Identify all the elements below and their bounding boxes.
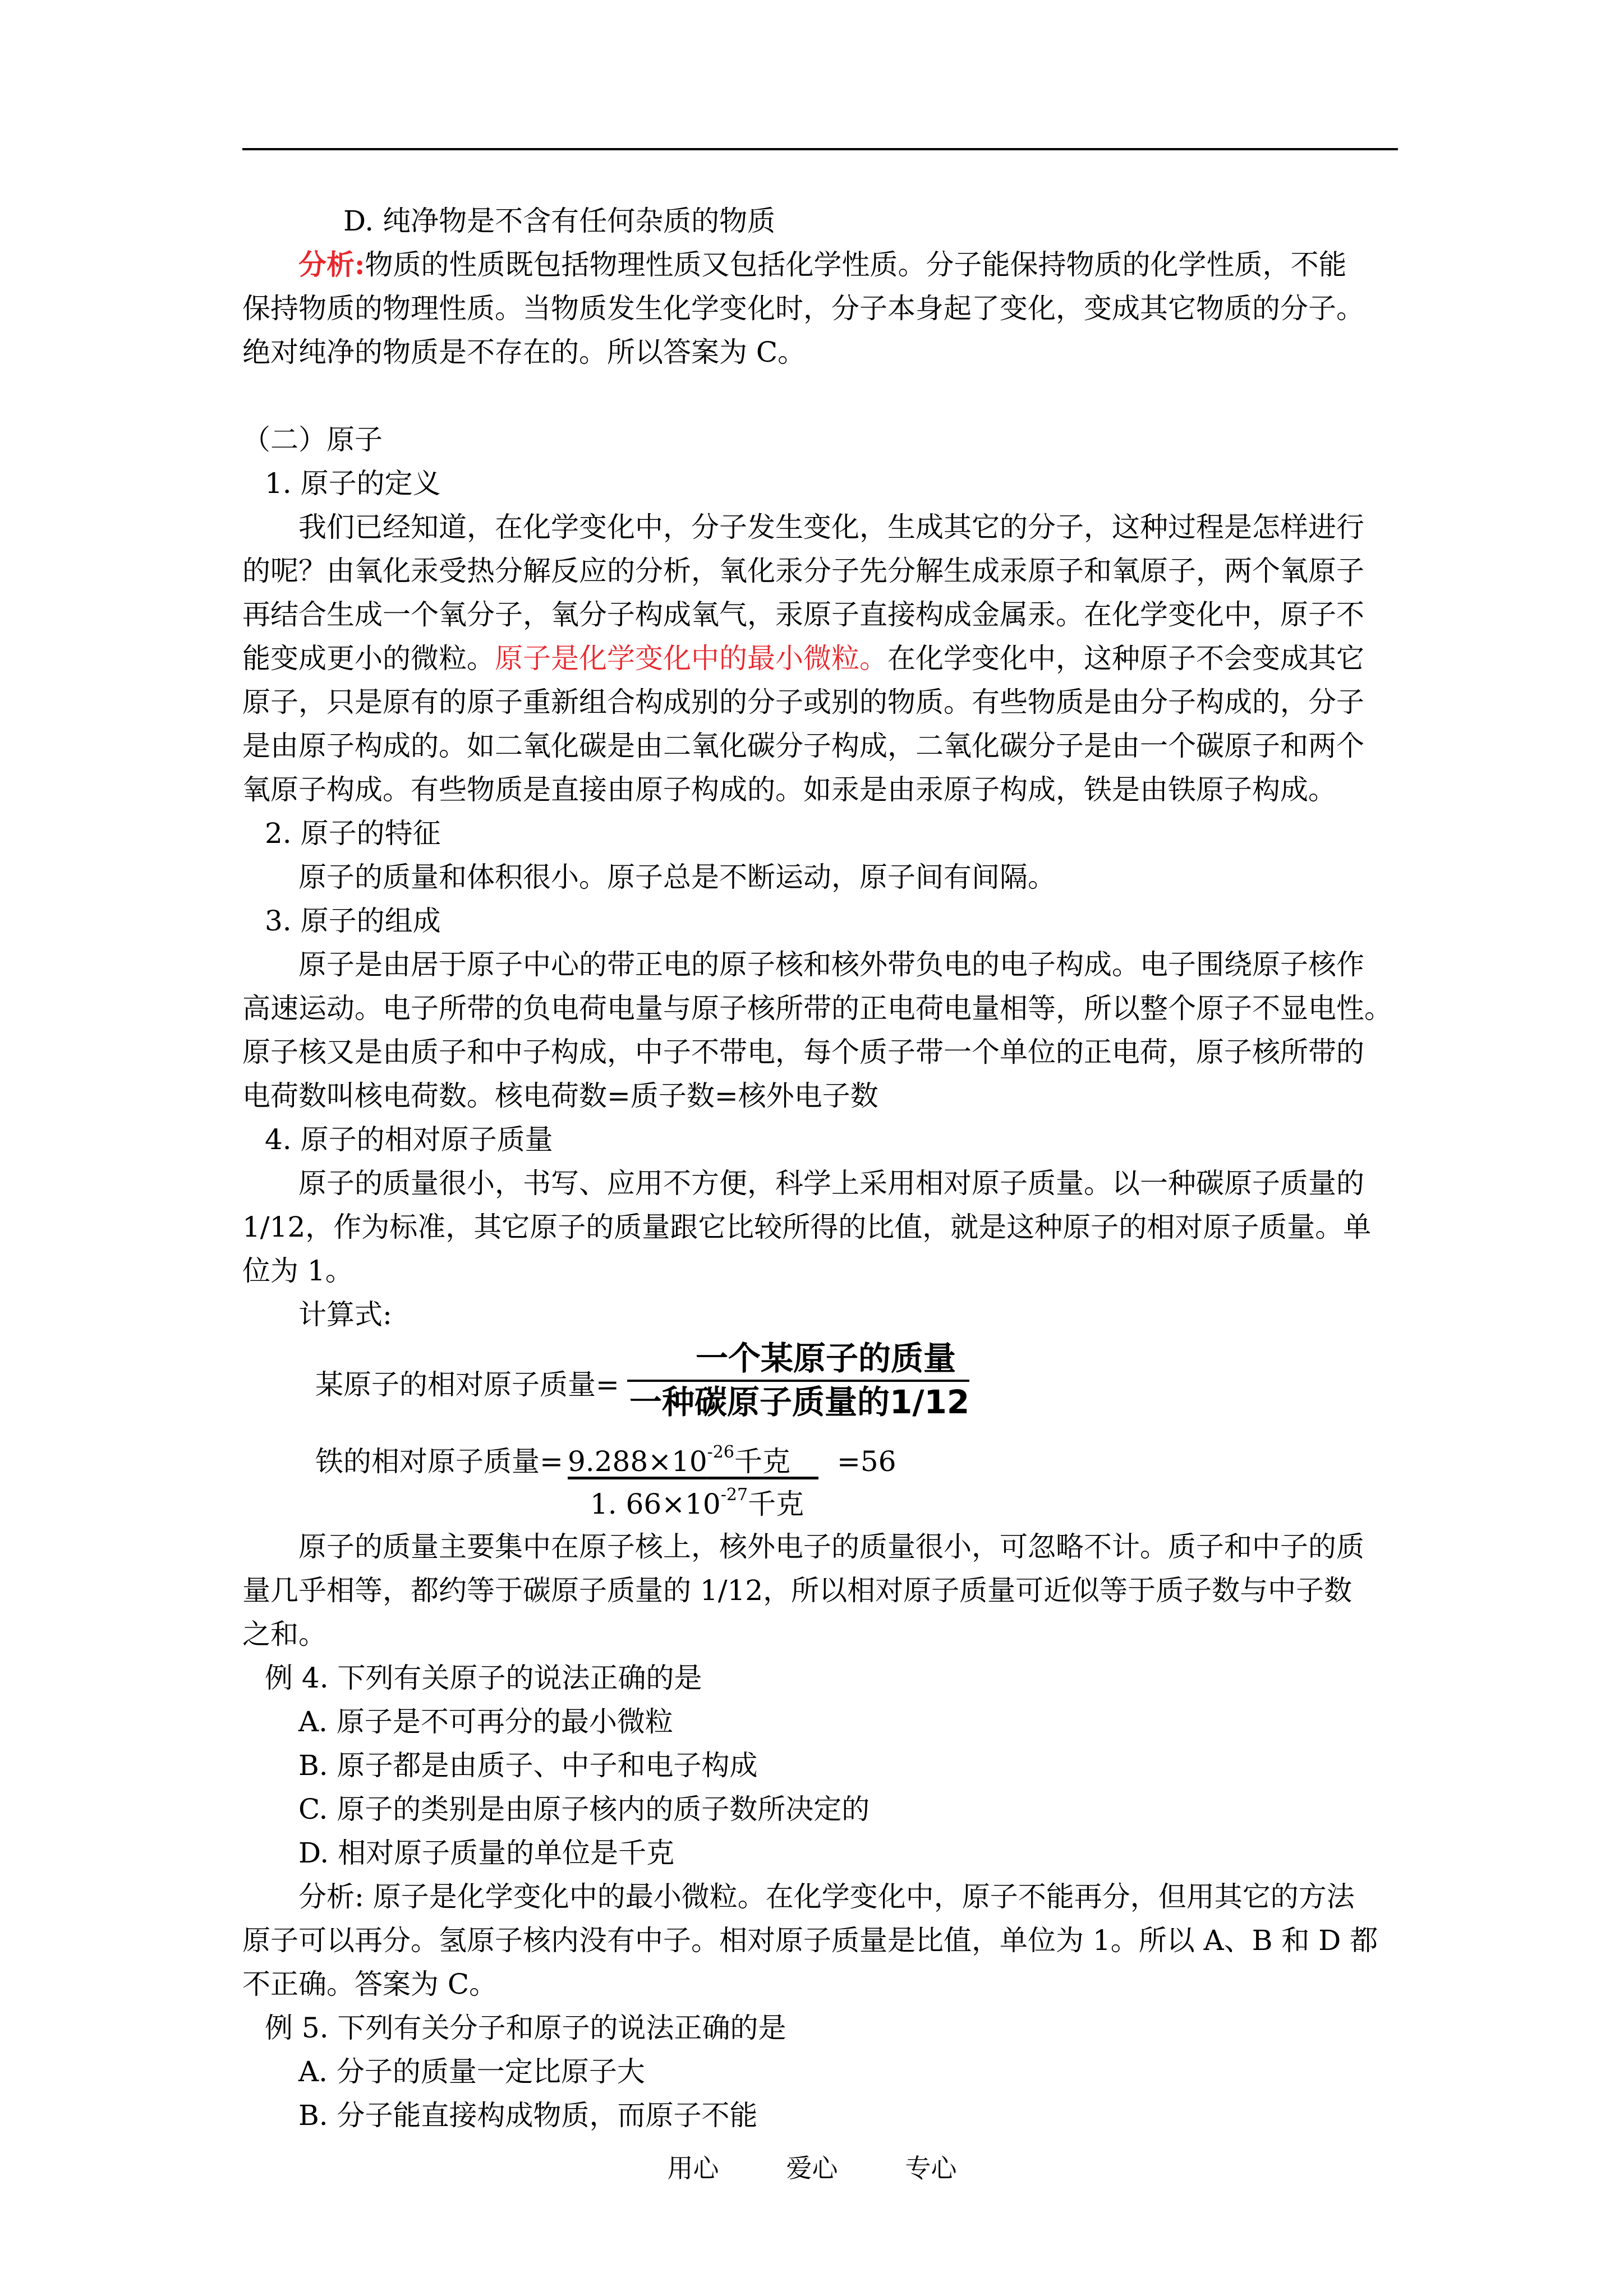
fraction-bar [627, 1380, 969, 1382]
document-body [242, 199, 1401, 2137]
paragraph-line: 高速运动。电子所带的负电荷电量与原子核所带的正电荷电量相等，所以整个原子不显电性。 [242, 992, 1392, 1025]
subheading-definition: 1. 原子的定义 [265, 467, 441, 500]
text-run: 在化学变化中，这种原子不会变成其它 [887, 642, 1364, 675]
paragraph-line: 原子，只是原有的原子重新组合构成别的分子或别的物质。有些物质是由分子构成的，分子 [242, 686, 1364, 718]
paragraph-line: 电荷数叫核电荷数。核电荷数=质子数=核外电子数 [242, 1080, 878, 1112]
paragraph-line: 量几乎相等，都约等于碳原子质量的 1/12，所以相对原子质量可近似等于质子数与中子数 [242, 1574, 1352, 1607]
paragraph-line: 1/12，作为标准，其它原子的质量跟它比较所得的比值，就是这种原子的相对原子质量。单 [242, 1211, 1372, 1243]
paragraph-line: 我们已经知道，在化学变化中，分子发生变化，生成其它的分子，这种过程是怎样进行 [298, 511, 1364, 543]
example-5-option-a: A. 分子的质量一定比原子大 [298, 2055, 645, 2088]
subheading-relative-mass: 4. 原子的相对原子质量 [265, 1123, 553, 1156]
subheading-composition: 3. 原子的组成 [265, 905, 441, 937]
paragraph-line: 原子可以再分。氢原子核内没有中子。相对原子质量是比值，单位为 1。所以 A、B 和 D 都 [242, 1924, 1378, 1957]
paragraph-line: 之和。 [242, 1618, 326, 1650]
paragraph-line: 原子的质量和体积很小。原子总是不断运动，原子间有间隔。 [298, 861, 1056, 893]
paragraph-line: 是由原子构成的。如二氧化碳是由二氧化碳分子构成，二氧化碳分子是由一个碳原子和两个 [242, 730, 1364, 762]
example-4-question: 例 4. 下列有关原子的说法正确的是 [265, 1662, 702, 1694]
example-4-analysis: 分析: 原子是化学变化中的最小微粒。在化学变化中，原子不能再分，但用其它的方法 [298, 1880, 1355, 1913]
paragraph-line: 原子的质量主要集中在原子核上，核外电子的质量很小，可忽略不计。质子和中子的质 [298, 1530, 1364, 1563]
example-4-option-d: D. 相对原子质量的单位是千克 [298, 1837, 675, 1869]
paragraph-line: 再结合生成一个氧分子，氧分子构成氧气，汞原子直接构成金属汞。在化学变化中，原子不 [242, 598, 1364, 631]
example-5-question: 例 5. 下列有关分子和原子的说法正确的是 [265, 2012, 786, 2044]
footer-item: 爱心 [786, 2153, 838, 2183]
calc-label: 计算式: [298, 1298, 392, 1331]
text-run: 能变成更小的微粒。 [242, 642, 495, 675]
example-4-option-b: B. 原子都是由质子、中子和电子构成 [298, 1749, 758, 1782]
example-5-option-b: B. 分子能直接构成物质，而原子不能 [298, 2099, 758, 2132]
example-4-option-c: C. 原子的类别是由原子核内的质子数所决定的 [298, 1793, 870, 1825]
paragraph-line: 原子的质量很小，书写、应用不方便，科学上采用相对原子质量。以一种碳原子质量的 [298, 1167, 1364, 1200]
option-d-previous: D. 纯净物是不含有任何杂质的物质 [343, 205, 776, 237]
paragraph-line: 原子核又是由质子和中子构成，中子不带电，每个质子带一个单位的正电荷，原子核所带的 [242, 1036, 1364, 1068]
formula-denominator: 一种碳原子质量的1/12 [629, 1383, 970, 1421]
iron-label: 铁的相对原子质量= [315, 1445, 563, 1478]
paragraph-line: 的呢？由氧化汞受热分解反应的分析，氧化汞分子先分解生成汞原子和氧原子，两个氧原子 [242, 555, 1364, 587]
text-run: 9.288×10 [568, 1445, 707, 1478]
footer-item: 专心 [905, 2153, 957, 2183]
paragraph-line: 原子是由居于原子中心的带正电的原子核和核外带负电的电子构成。电子围绕原子核作 [298, 948, 1364, 981]
page-footer [0, 2148, 1624, 2185]
iron-result: =56 [837, 1445, 896, 1478]
text-run: 1. 66×10 [590, 1488, 721, 1520]
exponent: -26 [707, 1442, 734, 1463]
relative-mass-formula [242, 1340, 1401, 1435]
paragraph-line [242, 637, 1401, 680]
text-run: 千克 [748, 1488, 804, 1520]
exponent: -27 [720, 1485, 748, 1505]
header-rule [242, 148, 1398, 150]
formula-numerator: 一个某原子的质量 [695, 1339, 956, 1377]
paragraph-line: 位为 1。 [242, 1255, 353, 1287]
paragraph-line: 不正确。答案为 C。 [242, 1968, 498, 2000]
highlight-text: 原子是化学变化中的最小微粒。 [495, 642, 887, 675]
section-heading: （二）原子 [242, 423, 383, 456]
analysis-label: 分析: [298, 248, 365, 281]
analysis-text: 物质的性质既包括物理性质又包括化学性质。分子能保持物质的化学性质，不能 [365, 248, 1347, 281]
analysis-paragraph [242, 243, 1401, 287]
text-run: 千克 [734, 1445, 790, 1478]
subheading-features: 2. 原子的特征 [265, 817, 441, 850]
example-4-option-a: A. 原子是不可再分的最小微粒 [298, 1705, 673, 1738]
formula-label: 某原子的相对原子质量= [315, 1368, 619, 1401]
iron-mass-calculation [242, 1435, 1401, 1525]
iron-denominator [590, 1482, 804, 1526]
iron-numerator [568, 1440, 818, 1483]
analysis-text-line: 保持物质的物理性质。当物质发生化学变化时，分子本身起了变化，变成其它物质的分子。 [242, 292, 1364, 325]
footer-item: 用心 [667, 2153, 719, 2183]
paragraph-line: 氧原子构成。有些物质是直接由原子构成的。如汞是由汞原子构成，铁是由铁原子构成。 [242, 773, 1336, 806]
analysis-text-line: 绝对纯净的物质是不存在的。所以答案为 C。 [242, 336, 806, 368]
